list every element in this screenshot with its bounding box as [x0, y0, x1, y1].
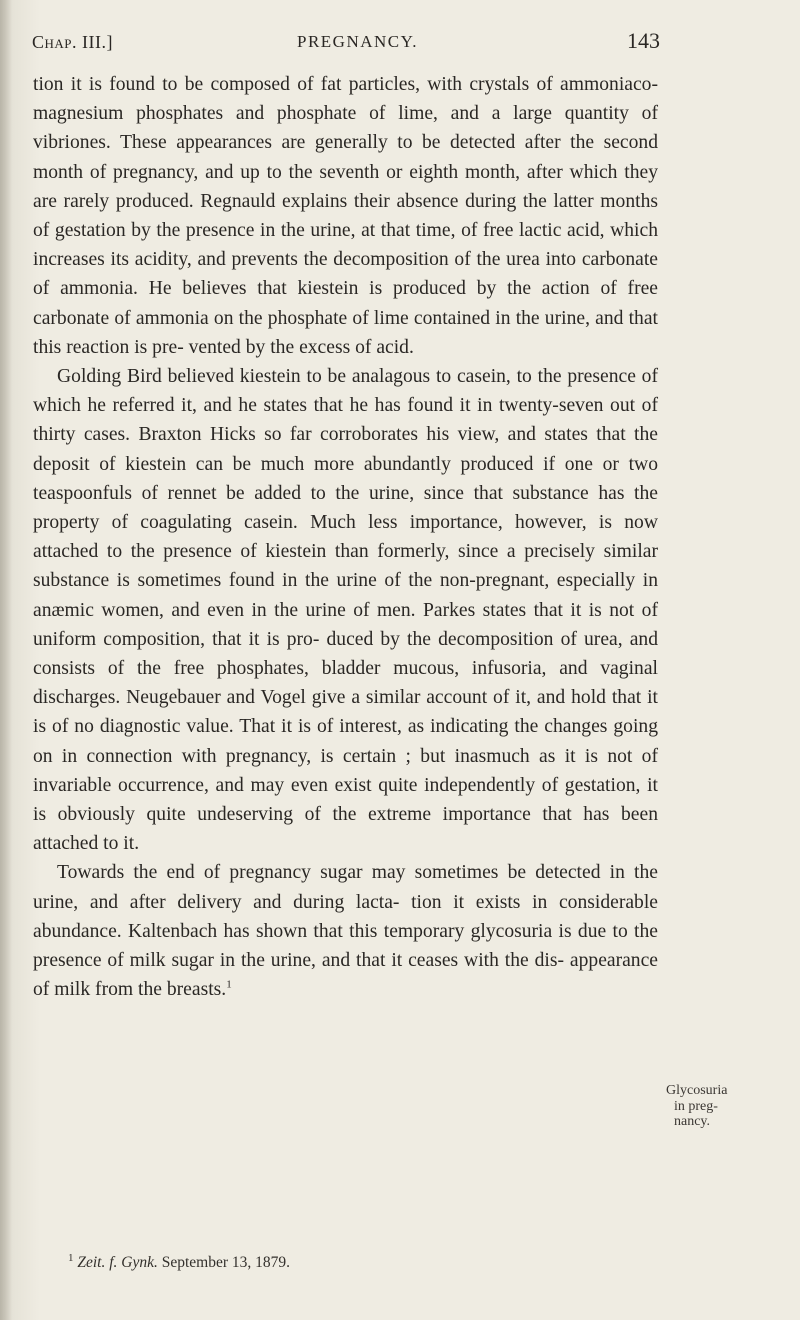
chapter-label: Chap. III.]	[32, 32, 113, 52]
gutter-shadow	[0, 0, 12, 1320]
margin-note	[666, 1083, 790, 1130]
running-title: PREGNANCY.	[297, 32, 418, 51]
paragraph-2: Golding Bird believed kiestein to be analagous to casein, to the presence of which he referred it, and he states that he has found it in twenty-seven out of thirty cases. Braxton Hicks so far corroborates his view, and states that the deposit of kiestein can be much more abundantly produced if one or two teaspoonfuls of rennet be added to the urine, since that substance has the property of coagulating casein. Much less importance, however, is now attached to the presence of kiestein than formerly, since a precisely similar substance is sometimes found in the urine of the non-pregnant, especially in anæmic women, and even in the urine of men. Parkes states that it is not of uniform composition, that it is pro- duced by the decomposition of urea, and consists of the free phosphates, bladder mucous, infusoria, and vaginal discharges. Neugebauer and Vogel give a similar account of it, and hold that it is of no diagnostic value. That it is of interest, as indicating the changes going on in connection with pregnancy, is certain ; but inasmuch as it is not of invariable occurrence, and may even exist quite independently of gestation, it is obviously quite undeserving of the extreme importance that has been attached to it.	[33, 366, 658, 855]
margin-note-line-1: Glycosuria	[666, 1083, 728, 1098]
page-number: 143	[627, 28, 660, 53]
running-head	[32, 28, 660, 60]
paragraph-3	[33, 858, 658, 1004]
footnote-date: September 13, 1879.	[161, 1254, 291, 1271]
footnote-reference: 1	[226, 978, 232, 991]
margin-note-line-3: nancy.	[674, 1114, 711, 1129]
footnote	[68, 1251, 658, 1272]
body-text	[33, 70, 658, 1005]
margin-note-line-2: in preg-	[674, 1098, 718, 1114]
footnote-marker: 1	[68, 1251, 74, 1264]
paragraph-3-text: Towards the end of pregnancy sugar may sometimes be detected in the urine, and after delivery and during lacta- tion it exists in considerable abundance. Kaltenbach has shown that this temporary glycosuria is due to the presence of milk sugar in the urine, and that it ceases with the dis- appearance of milk from the breasts.	[33, 862, 658, 1001]
footnote-journal: Zeit. f. Gynk.	[77, 1254, 158, 1271]
paragraph-1: tion it is found to be composed of fat particles, with crystals of ammoniaco-magnesium phosphates and phosphate of lime, and a large quantity of vibriones. These appearances are generally to be detected after the second month of pregnancy, and up to the seventh or eighth month, after which they are rarely produced. Regnauld explains their absence during the latter months of gestation by the presence in the urine, at that time, of free lactic acid, which increases its acidity, and prevents the decomposition of the urea into carbonate of ammonia. He believes that kiestein is produced by the action of free carbonate of ammonia on the phosphate of lime contained in the urine, and that this reaction is pre- vented by the excess of acid.	[33, 74, 658, 358]
